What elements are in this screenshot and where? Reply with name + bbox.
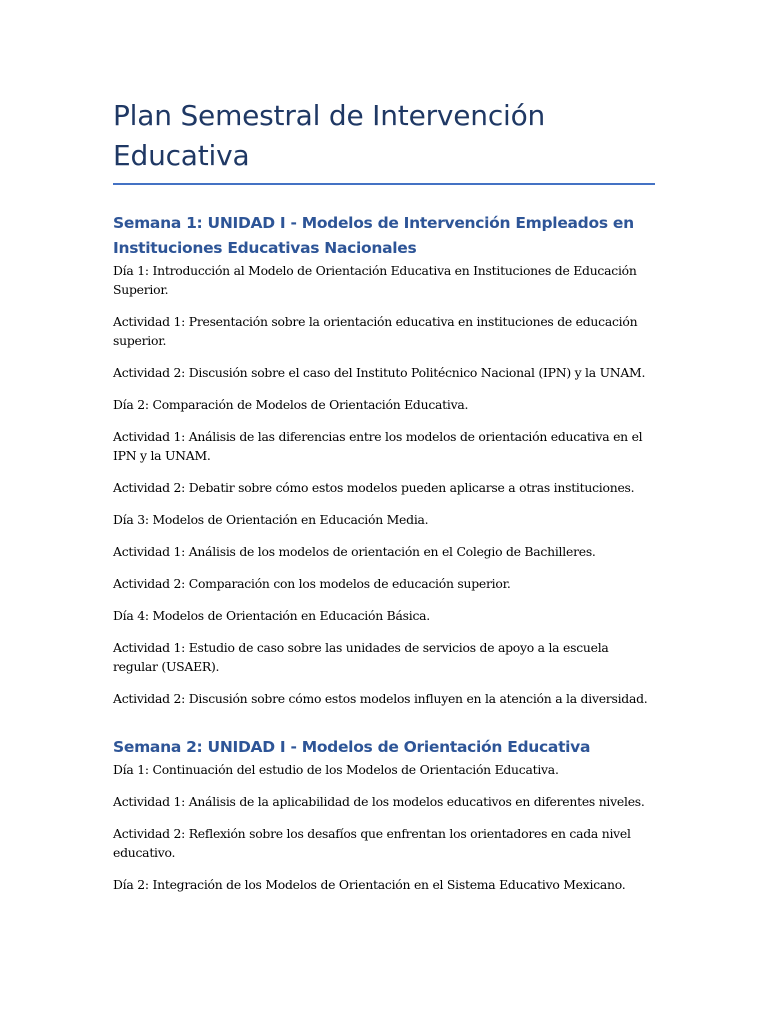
document-title: Plan Semestral de Intervención Educativa	[113, 96, 655, 185]
week-1-paragraph: Día 4: Modelos de Orientación en Educación Básica.	[113, 608, 430, 623]
week-1-paragraph: Día 3: Modelos de Orientación en Educación Media.	[113, 512, 429, 527]
week-2-section	[113, 735, 655, 894]
week-1-paragraph: Día 1: Introducción al Modelo de Orientación Educativa en Instituciones de Educación Superior.	[113, 263, 637, 297]
week-1-paragraph: Actividad 2: Debatir sobre cómo estos modelos pueden aplicarse a otras instituciones.	[113, 480, 635, 495]
week-2-heading: Semana 2: UNIDAD I - Modelos de Orientación Educativa	[113, 738, 591, 756]
week-2-paragraph: Actividad 2: Reflexión sobre los desafíos que enfrentan los orientadores en cada nivel educativo.	[113, 826, 631, 860]
document-page	[113, 96, 655, 894]
week-1-section	[113, 211, 655, 708]
week-1-paragraph: Actividad 2: Discusión sobre cómo estos modelos influyen en la atención a la diversidad.	[113, 691, 648, 706]
week-2-paragraph: Actividad 1: Análisis de la aplicabilidad de los modelos educativos en diferentes niveles.	[113, 794, 645, 809]
week-1-paragraph: Actividad 2: Discusión sobre el caso del Instituto Politécnico Nacional (IPN) y la UNAM.	[113, 365, 646, 380]
week-1-paragraph: Día 2: Comparación de Modelos de Orientación Educativa.	[113, 397, 469, 412]
week-2-paragraph: Día 1: Continuación del estudio de los Modelos de Orientación Educativa.	[113, 762, 559, 777]
week-2-paragraph: Día 2: Integración de los Modelos de Orientación en el Sistema Educativo Mexicano.	[113, 877, 626, 892]
week-1-paragraph: Actividad 1: Análisis de los modelos de orientación en el Colegio de Bachilleres.	[113, 544, 596, 559]
week-1-paragraph: Actividad 1: Estudio de caso sobre las unidades de servicios de apoyo a la escuela regular (USAER).	[113, 640, 609, 674]
week-1-paragraph: Actividad 1: Análisis de las diferencias entre los modelos de orientación educativa en el IPN y la UNAM.	[113, 429, 643, 463]
week-1-paragraph: Actividad 1: Presentación sobre la orientación educativa en instituciones de educación superior.	[113, 314, 638, 348]
week-1-heading: Semana 1: UNIDAD I - Modelos de Intervención Empleados en Instituciones Educativas Nacionales	[113, 214, 634, 257]
week-1-paragraph: Actividad 2: Comparación con los modelos de educación superior.	[113, 576, 511, 591]
